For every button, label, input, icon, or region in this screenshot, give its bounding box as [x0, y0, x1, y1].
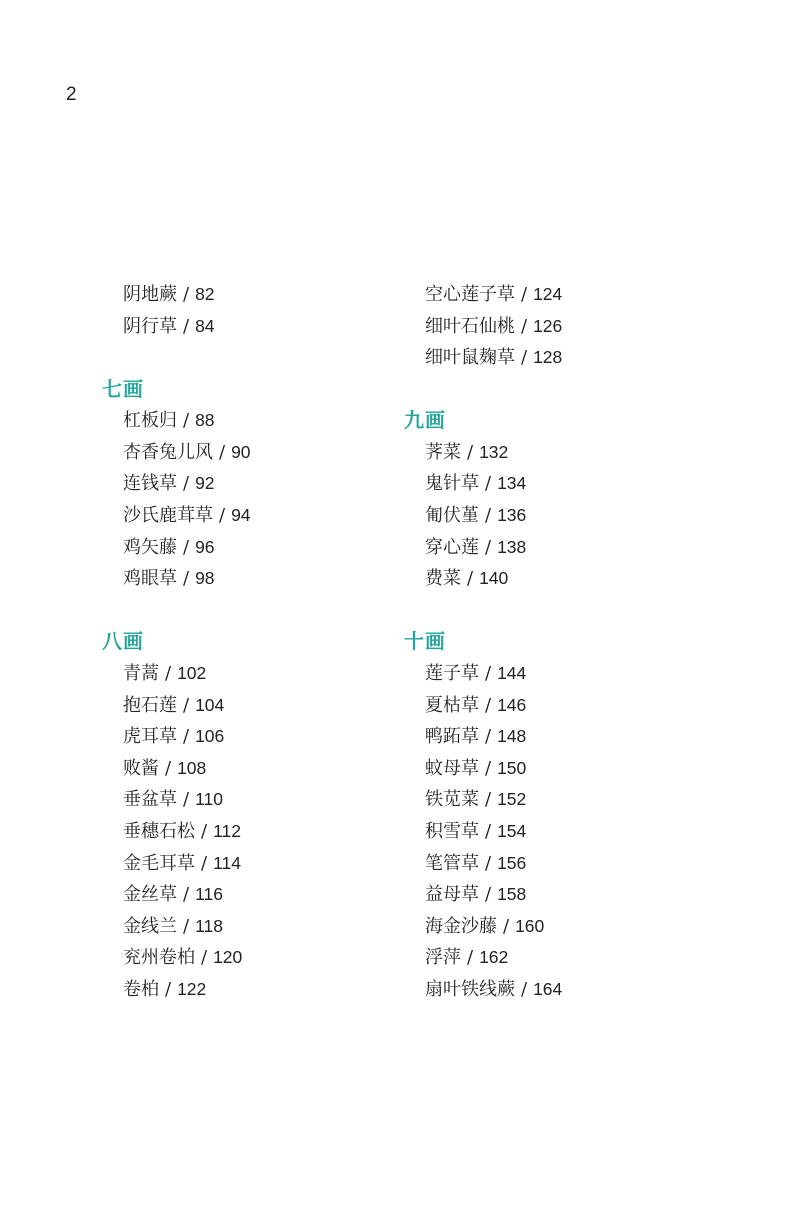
- entry-page: 140: [479, 568, 509, 589]
- entry-name: 青蒿: [123, 662, 159, 684]
- entry-separator: /: [485, 852, 492, 874]
- entry-page: 120: [213, 947, 243, 968]
- entry-separator: /: [485, 789, 492, 811]
- toc-entry: [404, 974, 734, 1006]
- toc-entry: [404, 753, 734, 785]
- toc-entry: [102, 848, 432, 880]
- entry-page: 150: [497, 757, 527, 778]
- entry-separator: /: [467, 568, 474, 590]
- entry-separator: /: [219, 441, 226, 463]
- toc-entry: [404, 311, 734, 343]
- toc-entry: [102, 879, 432, 911]
- toc-entry: [102, 784, 432, 816]
- entry-name: 垂穗石松: [123, 820, 195, 842]
- entry-separator: /: [183, 473, 190, 495]
- entry-separator: /: [201, 820, 208, 842]
- entry-separator: /: [485, 694, 492, 716]
- toc-entry: [102, 974, 432, 1006]
- entry-name: 鸡眼草: [123, 568, 177, 590]
- entry-separator: /: [503, 915, 510, 937]
- entry-name: 杏香兔儿风: [123, 441, 213, 463]
- entry-name: 鸡矢藤: [123, 536, 177, 558]
- entry-page: 146: [497, 694, 527, 715]
- entry-name: 浮萍: [425, 947, 461, 969]
- toc-entry: [404, 342, 734, 374]
- entry-name: 积雪草: [425, 820, 479, 842]
- toc-entry: [102, 816, 432, 848]
- entry-separator: /: [485, 757, 492, 779]
- entry-page: 116: [195, 884, 223, 905]
- toc-entry: [102, 658, 432, 690]
- entry-name: 鬼针草: [425, 473, 479, 495]
- entry-name: 细叶鼠麹草: [425, 347, 515, 369]
- entry-separator: /: [183, 726, 190, 748]
- entry-page: 94: [231, 505, 251, 526]
- entry-separator: /: [183, 568, 190, 590]
- entry-page: 84: [195, 315, 215, 336]
- entry-name: 兖州卷柏: [123, 947, 195, 969]
- entry-separator: /: [183, 884, 190, 906]
- entry-separator: /: [183, 789, 190, 811]
- section-heading-9-strokes: 九画: [404, 408, 446, 433]
- entry-name: 匍伏堇: [425, 505, 479, 527]
- entry-page: 124: [533, 284, 563, 304]
- entry-name: 虎耳草: [123, 726, 177, 748]
- entry-name: 莲子草: [425, 662, 479, 684]
- entry-name: 金丝草: [123, 884, 177, 906]
- entry-separator: /: [485, 884, 492, 906]
- entry-separator: /: [201, 852, 208, 874]
- entry-name: 费菜: [425, 568, 461, 590]
- entry-separator: /: [521, 315, 528, 337]
- section-heading-10-strokes: 十画: [404, 629, 446, 654]
- entry-name: 铁苋菜: [425, 789, 479, 811]
- entry-separator: /: [467, 947, 474, 969]
- toc-entry: [102, 942, 432, 974]
- entry-page: 164: [533, 978, 563, 999]
- entry-name: 荠菜: [425, 441, 461, 463]
- entry-page: 152: [497, 789, 527, 810]
- entry-name: 沙氏鹿茸草: [123, 505, 213, 527]
- entry-page: 88: [195, 410, 215, 431]
- entry-separator: /: [485, 820, 492, 842]
- toc-entry: [404, 658, 734, 690]
- entry-page: 132: [479, 441, 509, 462]
- entry-name: 细叶石仙桃: [425, 315, 515, 337]
- entry-page: 98: [195, 568, 215, 589]
- entry-page: 112: [213, 820, 241, 841]
- entry-name: 阴行草: [123, 315, 177, 337]
- toc-entry: [102, 500, 432, 532]
- entry-page: 158: [497, 884, 527, 905]
- entry-page: 136: [497, 505, 527, 526]
- entry-separator: /: [485, 536, 492, 558]
- entry-separator: /: [183, 536, 190, 558]
- toc-column-left: [102, 279, 432, 1005]
- entry-page: 110: [195, 789, 223, 810]
- toc-entry: [102, 279, 432, 311]
- entry-page: 108: [177, 757, 207, 778]
- entry-page: 160: [515, 915, 545, 936]
- entry-page: 162: [479, 947, 509, 968]
- toc-entry: [404, 437, 734, 469]
- toc-entry: [404, 911, 734, 943]
- entry-name: 垂盆草: [123, 789, 177, 811]
- entry-page: 122: [177, 978, 207, 999]
- entry-separator: /: [183, 284, 190, 305]
- toc-entry: [102, 468, 432, 500]
- entry-separator: /: [165, 662, 172, 684]
- toc-entry: [404, 784, 734, 816]
- entry-separator: /: [521, 284, 528, 305]
- entry-separator: /: [165, 757, 172, 779]
- section-heading-8-strokes: 八画: [102, 629, 144, 654]
- toc-entry: [102, 532, 432, 564]
- entry-name: 杠板归: [123, 410, 177, 432]
- toc-entry: [102, 911, 432, 943]
- toc-entry: [102, 690, 432, 722]
- entry-page: 138: [497, 536, 527, 557]
- entry-page: 92: [195, 473, 215, 494]
- entry-name: 穿心莲: [425, 536, 479, 558]
- entry-separator: /: [183, 315, 190, 337]
- entry-separator: /: [485, 726, 492, 748]
- entry-page: 126: [533, 315, 563, 336]
- entry-page: 144: [497, 662, 527, 683]
- entry-page: 148: [497, 726, 527, 747]
- entry-separator: /: [485, 662, 492, 684]
- toc-entry: [102, 311, 432, 343]
- entry-page: 118: [195, 915, 223, 936]
- toc-column-right: [404, 279, 734, 1005]
- toc-entry: [404, 721, 734, 753]
- entry-separator: /: [521, 347, 528, 369]
- toc-entry: [404, 563, 734, 595]
- entry-name: 夏枯草: [425, 694, 479, 716]
- entry-name: 益母草: [425, 884, 479, 906]
- entry-name: 败酱: [123, 757, 159, 779]
- page-number: 2: [66, 84, 77, 105]
- toc-entry: [102, 563, 432, 595]
- entry-page: 96: [195, 536, 215, 557]
- entry-name: 鸭跖草: [425, 726, 479, 748]
- toc-entry: [404, 816, 734, 848]
- toc-entry: [404, 279, 734, 311]
- entry-page: 106: [195, 726, 225, 747]
- entry-page: 90: [231, 441, 251, 462]
- toc-entry: [102, 721, 432, 753]
- toc-entry: [404, 690, 734, 722]
- entry-page: 156: [497, 852, 527, 873]
- entry-name: 扇叶铁线蕨: [425, 978, 515, 1000]
- entry-page: 104: [195, 694, 225, 715]
- toc-entry: [404, 532, 734, 564]
- entry-separator: /: [485, 473, 492, 495]
- entry-separator: /: [183, 694, 190, 716]
- entry-separator: /: [183, 410, 190, 432]
- entry-name: 卷柏: [123, 978, 159, 1000]
- toc-entry: [404, 500, 734, 532]
- toc-entry: [102, 437, 432, 469]
- entry-page: 102: [177, 662, 207, 683]
- entry-separator: /: [183, 915, 190, 937]
- entry-page: 128: [533, 347, 563, 368]
- section-heading-7-strokes: 七画: [102, 376, 144, 401]
- toc-entry: [404, 942, 734, 974]
- entry-page: 134: [497, 473, 527, 494]
- entry-separator: /: [467, 441, 474, 463]
- toc-entry: [102, 753, 432, 785]
- toc-entry: [102, 405, 432, 437]
- entry-name: 连钱草: [123, 473, 177, 495]
- entry-name: 金毛耳草: [123, 852, 195, 874]
- toc-entry: [404, 468, 734, 500]
- entry-page: 114: [213, 852, 241, 873]
- entry-name: 笔管草: [425, 852, 479, 874]
- entry-separator: /: [485, 505, 492, 527]
- toc-entry: [404, 848, 734, 880]
- entry-name: 空心莲子草: [425, 284, 515, 305]
- entry-separator: /: [219, 505, 226, 527]
- entry-page: 82: [195, 284, 215, 304]
- entry-separator: /: [201, 947, 208, 969]
- entry-name: 阴地蕨: [123, 284, 177, 305]
- entry-separator: /: [521, 978, 528, 1000]
- entry-page: 154: [497, 820, 527, 841]
- entry-separator: /: [165, 978, 172, 1000]
- entry-name: 蚊母草: [425, 757, 479, 779]
- entry-name: 抱石莲: [123, 694, 177, 716]
- entry-name: 海金沙藤: [425, 915, 497, 937]
- toc-entry: [404, 879, 734, 911]
- entry-name: 金线兰: [123, 915, 177, 937]
